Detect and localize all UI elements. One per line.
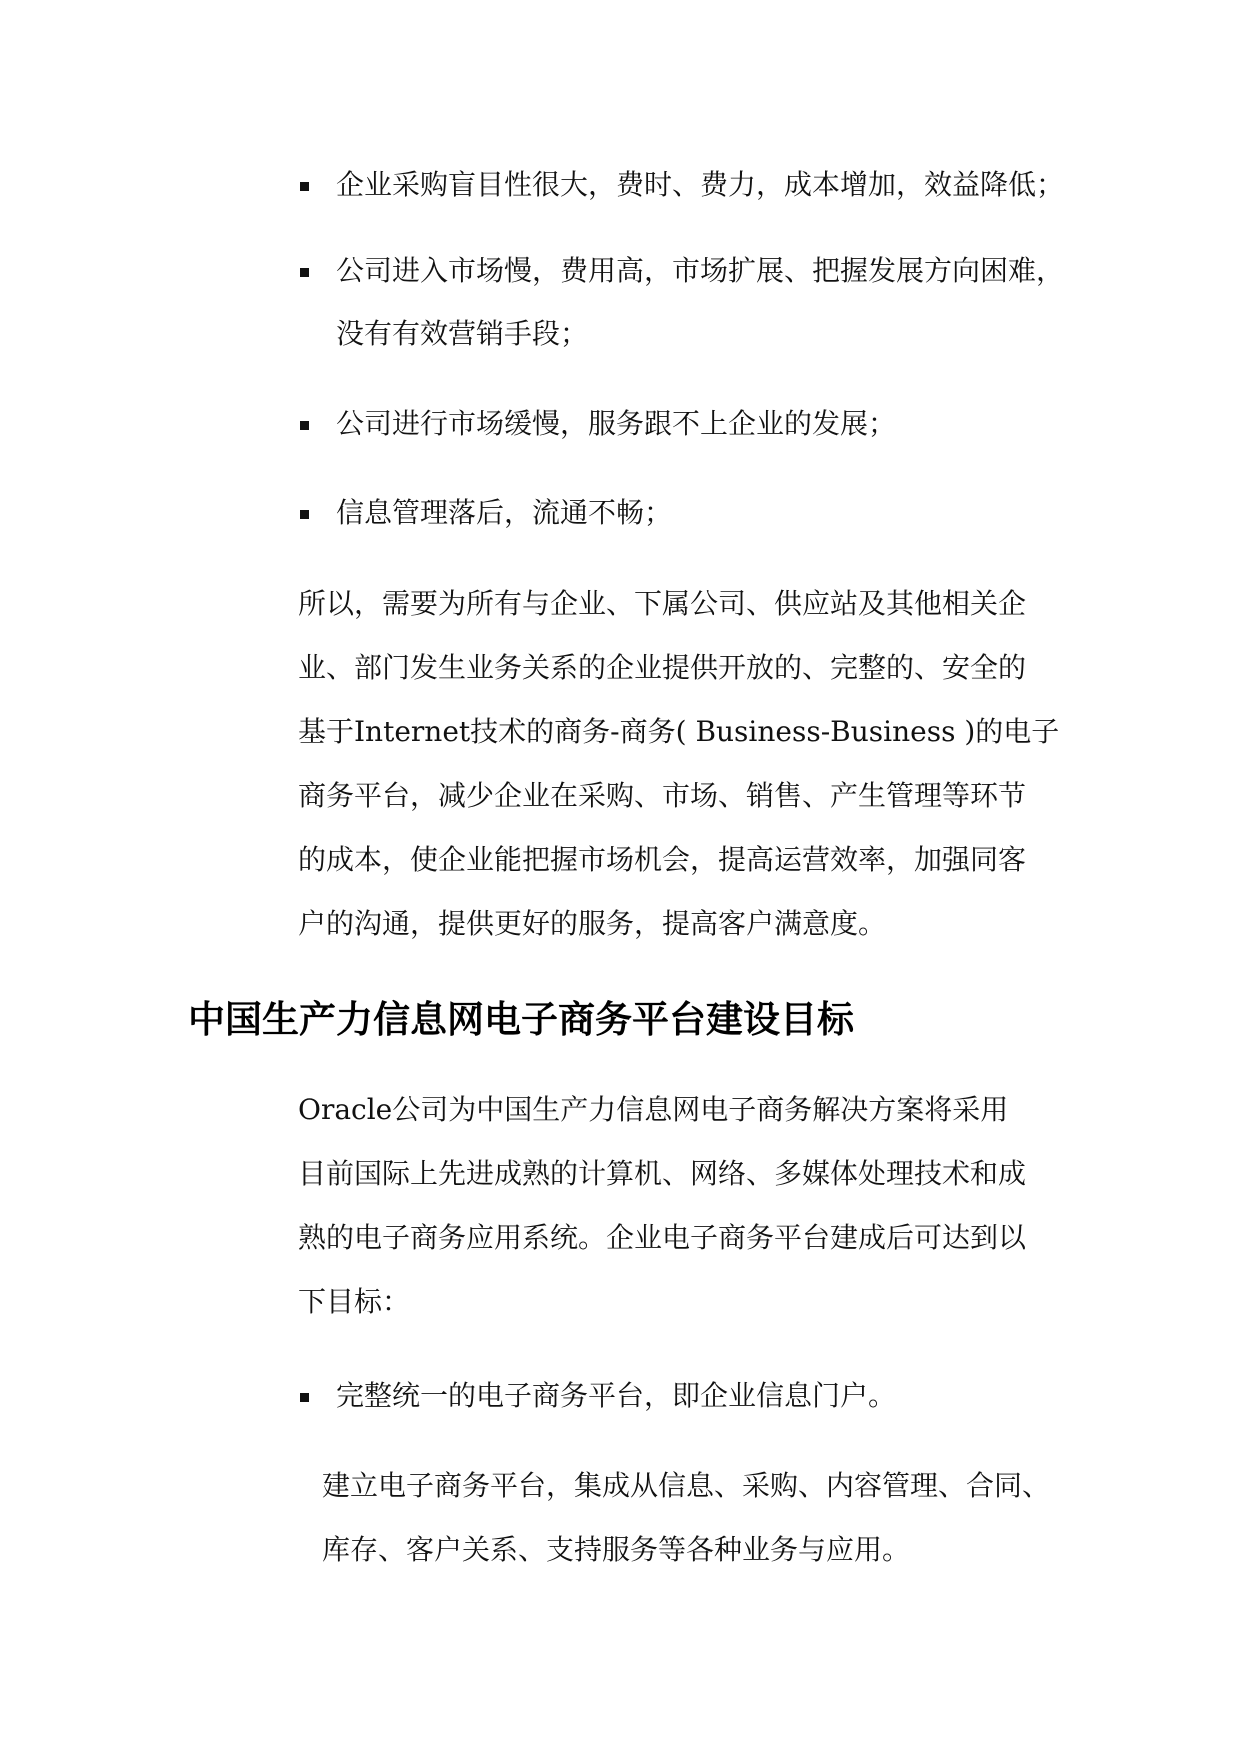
- list-item-text: 公司进行市场缓慢，服务跟不上企业的发展；: [336, 407, 897, 440]
- square-bullet-icon: [300, 268, 309, 277]
- section-heading: 中国生产力信息网电子商务平台建设目标: [188, 998, 854, 1041]
- square-bullet-icon: [300, 1393, 309, 1402]
- paragraph-line: 目前国际上先进成熟的计算机、网络、多媒体处理技术和成: [298, 1157, 1027, 1190]
- paragraph-line: 业、部门发生业务关系的企业提供开放的、完整的、安全的: [298, 651, 1027, 684]
- paragraph-line: Oracle公司为中国生产力信息网电子商务解决方案将采用: [298, 1093, 1009, 1126]
- paragraph-line: 下目标：: [298, 1285, 411, 1318]
- paragraph-line: 建立电子商务平台，集成从信息、采购、内容管理、合同、: [322, 1469, 1051, 1502]
- body-paragraph: [298, 572, 1058, 956]
- square-bullet-icon: [300, 182, 309, 191]
- list-item-text: 信息管理落后，流通不畅；: [336, 496, 673, 529]
- paragraph-line: 的成本，使企业能把握市场机会，提高运营效率，加强同客: [298, 843, 1027, 876]
- paragraph-line: 库存、客户关系、支持服务等各种业务与应用。: [322, 1533, 911, 1566]
- paragraph-line: 基于Internet技术的商务-商务( Business-Business )的电子: [298, 715, 1060, 748]
- list-item-text: 完整统一的电子商务平台，即企业信息门户。: [336, 1379, 897, 1412]
- paragraph-line: 所以，需要为所有与企业、下属公司、供应站及其他相关企: [298, 587, 1027, 620]
- list-item-text: 公司进入市场慢，费用高，市场扩展、把握发展方向困难，: [336, 254, 1065, 287]
- paragraph-line: 熟的电子商务应用系统。企业电子商务平台建成后可达到以: [298, 1221, 1027, 1254]
- square-bullet-icon: [300, 510, 309, 519]
- list-item-continuation: 没有有效营销手段；: [336, 317, 589, 350]
- body-paragraph: [322, 1454, 1062, 1582]
- square-bullet-icon: [300, 421, 309, 430]
- list-item-text: 企业采购盲目性很大，费时、费力，成本增加，效益降低；: [336, 168, 1065, 201]
- paragraph-line: 户的沟通，提供更好的服务，提高客户满意度。: [298, 907, 887, 940]
- body-paragraph: [298, 1078, 1058, 1334]
- paragraph-line: 商务平台，减少企业在采购、市场、销售、产生管理等环节: [298, 779, 1027, 812]
